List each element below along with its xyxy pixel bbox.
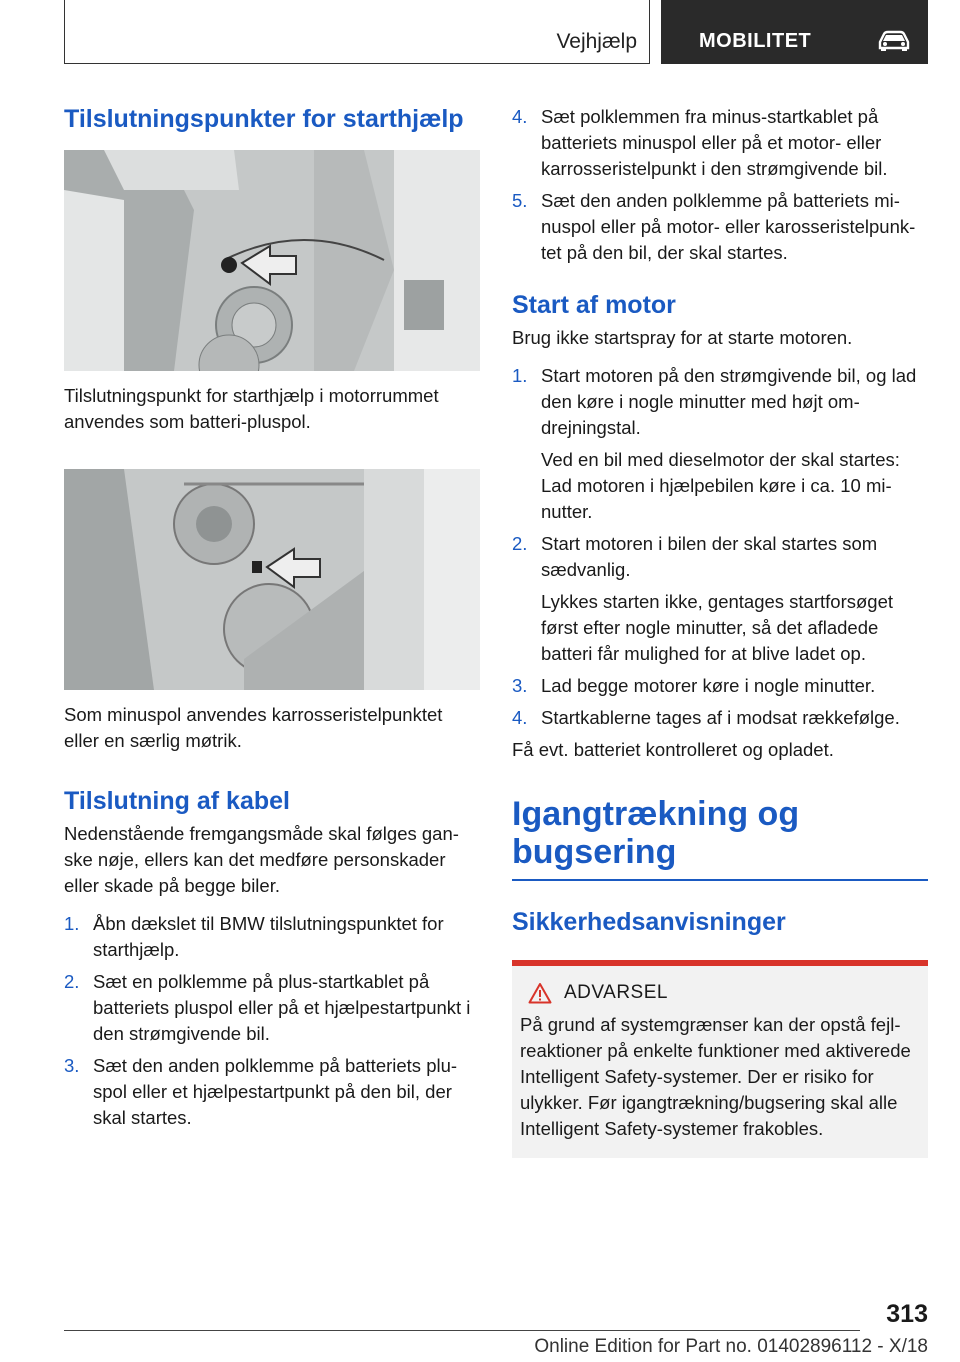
start-steps bbox=[512, 363, 928, 731]
page-number: 313 bbox=[886, 1300, 928, 1328]
section-title: Vejhjælp bbox=[556, 30, 637, 53]
list-item: 1. Åbn dækslet til BMW tilslutningspunktet for starthjælp. bbox=[64, 913, 444, 960]
right-column bbox=[512, 104, 928, 1158]
car-icon bbox=[877, 30, 911, 52]
section-tab bbox=[64, 0, 650, 64]
heading-connect-cable: Tilslutning af kabel bbox=[64, 787, 290, 815]
chapter-heading-towing: Igangtrækning og bugsering bbox=[512, 795, 800, 871]
page-header bbox=[64, 0, 928, 64]
left-column bbox=[64, 100, 480, 1137]
warning-text: På grund af systemgrænser kan der opstå fejlreaktioner på enkelte funktioner med aktiverede Intelligent Safety-systemer. Der er risiko for ulykker. Før igangtrækning/bugsering skal alle Intelligent Safety-systemer frakobles. bbox=[520, 1013, 911, 1139]
list-item: 4. Sæt polklemmen fra minus-startkablet på batteriets minuspol eller på et motor- eller karrosseristelpunkt i den strømgivende bil. bbox=[512, 106, 888, 179]
warning-triangle-icon bbox=[528, 982, 552, 1004]
edition-text: Online Edition for Part no. 01402896112 - X/18 bbox=[534, 1336, 928, 1357]
heading-safety: Sikkerhedsanvisninger bbox=[512, 907, 786, 936]
start-outro: Få evt. batteriet kontrolleret og opladet. bbox=[512, 739, 834, 760]
warning-title: ADVARSEL bbox=[528, 982, 920, 1004]
list-item: 2. Sæt en polklemme på plus-startkablet på batteriets pluspol eller på et hjælpestartpunkt i den strømgivende bil. bbox=[64, 971, 471, 1044]
list-item: 2. Start motoren i bilen der skal startes som sædvanlig. Lykkes starten ikke, gentages startforsøget først efter nogle minutter, så det afladede batteri får mulighed for at blive ladet op. bbox=[512, 533, 894, 664]
connect-steps bbox=[64, 911, 480, 1131]
list-item: 3. Sæt den anden polklemme på batteriets pluspol eller et hjælpestartpunkt på den bil, der skal startes. bbox=[64, 1055, 458, 1128]
engine-bay-photo-plus bbox=[64, 150, 480, 371]
footer-divider bbox=[64, 1330, 860, 1331]
caption-minus-point: Som minuspol anvendes karrosseristelpunktet eller en særlig møtrik. bbox=[64, 704, 443, 751]
chapter-title: MOBILITET bbox=[699, 30, 812, 52]
warning-box bbox=[512, 960, 928, 1158]
chapter-tab bbox=[661, 0, 928, 64]
heading-divider bbox=[512, 879, 928, 881]
connect-intro: Nedenstående fremgangsmåde skal følges ganske nøje, ellers kan det medføre personskader eller skade på begge biler. bbox=[64, 823, 459, 896]
list-item: 4. Startkablerne tages af i modsat rækkefølge. bbox=[512, 707, 900, 728]
caption-plus-point: Tilslutningspunkt for starthjælp i motorrummet anvendes som batteri-pluspol. bbox=[64, 385, 439, 432]
list-item: 5. Sæt den anden polklemme på batteriets minuspol eller på motor- eller karosseristelpunktet på den bil, der skal startes. bbox=[512, 190, 916, 263]
connect-steps-continued bbox=[512, 104, 928, 266]
heading-start-engine: Start af motor bbox=[512, 291, 676, 319]
list-item: 1. Start motoren på den strømgivende bil, og lad den køre i nogle minutter med højt omdrejningstal. Ved en bil med dieselmotor der skal startes: Lad motoren i hjælpebilen køre i ca. 10 minutter. bbox=[512, 365, 917, 522]
heading-jump-points: Tilslutningspunkter for starthjælp bbox=[64, 105, 464, 133]
list-item: 3. Lad begge motorer køre i nogle minutter. bbox=[512, 675, 876, 696]
engine-bay-photo-minus bbox=[64, 469, 480, 690]
start-intro: Brug ikke startspray for at starte motoren. bbox=[512, 327, 853, 348]
